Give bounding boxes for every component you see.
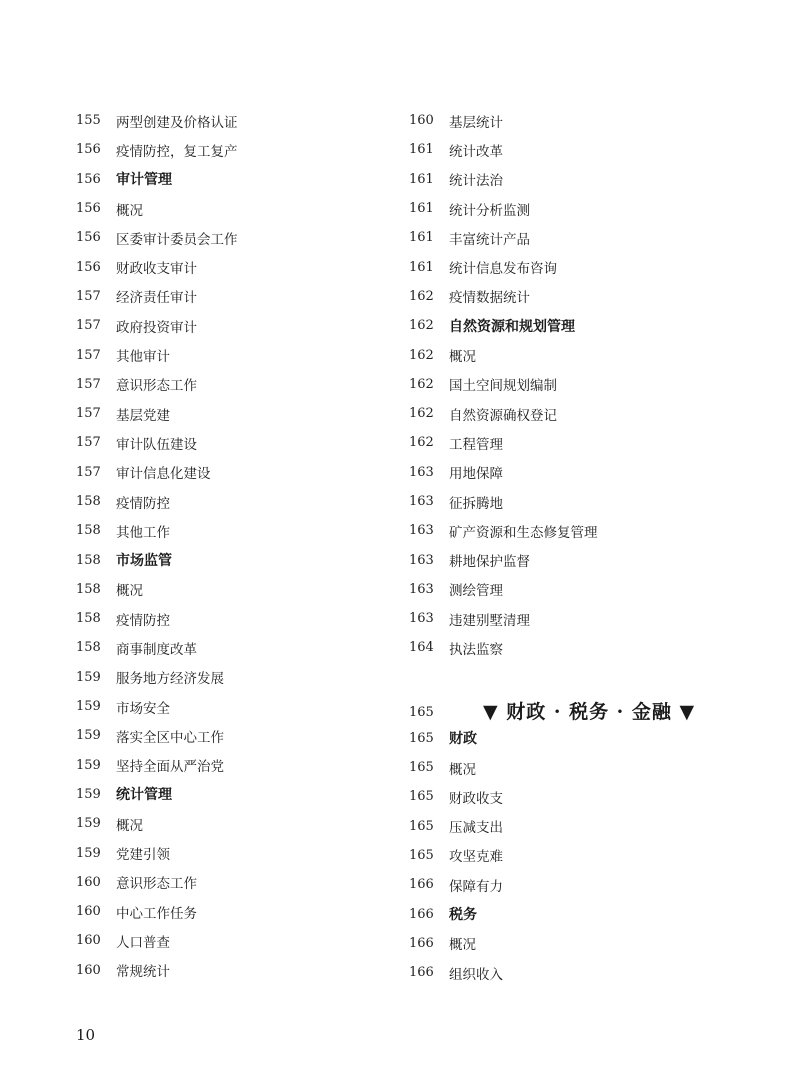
toc-entry-label: 区委审计委员会工作 [116,231,238,248]
toc-entry-label: 审计队伍建设 [116,436,197,453]
toc-entry-label: 疫情防控 [116,612,170,629]
toc-entry [76,252,416,281]
toc-page-number: 166 [409,877,434,893]
toc-page-number: 157 [76,376,101,392]
toc-entry [76,809,416,838]
toc-entry-label: 市场安全 [116,700,170,717]
toc-page-number: 163 [409,581,434,597]
toc-entry [409,545,749,574]
toc-entry-label: 财政 [449,731,477,748]
toc-entry-label: 压减支出 [449,820,503,837]
toc-entry-label: 商事制度改革 [116,641,197,658]
toc-entry [76,868,416,897]
toc-entry [76,516,416,545]
toc-entry [409,633,749,662]
toc-page-number: 166 [409,935,434,951]
toc-entry-label: 自然资源和规划管理 [449,318,575,335]
toc-entry [76,194,416,223]
toc-page-number: 161 [409,259,434,275]
toc-page-number: 160 [76,874,101,890]
toc-entry-label: 概况 [116,817,143,834]
toc-entry [76,604,416,633]
toc-page-number: 156 [76,201,101,217]
toc-entry-label: 疫情防控 [116,495,170,512]
toc-entry-label: 违建别墅清理 [449,612,530,629]
toc-entry [409,487,749,516]
toc-entry [409,604,749,633]
toc-entry-label: 保障有力 [449,878,503,895]
toc-page-number: 157 [76,464,101,480]
toc-page-number: 163 [409,552,434,568]
toc-page-number: 165 [409,818,434,834]
toc-entry [409,753,749,782]
toc-page-number: 160 [76,933,101,949]
toc-page-number: 158 [76,523,101,539]
toc-entry-label: 财政收支 [449,790,503,807]
toc-entry [76,458,416,487]
toc-page-number: 165 [409,847,434,863]
toc-entry [76,838,416,867]
toc-entry [76,399,416,428]
toc-page-number: 159 [76,669,101,685]
toc-page-number: 166 [409,906,434,922]
toc-entry [409,252,749,281]
toc-entry-label: 国土空间规划编制 [449,378,557,395]
toc-entry [409,135,749,164]
toc-page-number: 158 [76,552,101,568]
toc-entry-label: 统计改革 [449,143,503,160]
toc-entry-label: 坚持全面从严治党 [116,759,224,776]
toc-page-number: 162 [409,318,434,334]
toc-page-number: 159 [76,728,101,744]
toc-entry-label: 统计信息发布咨询 [449,261,557,278]
toc-entry-label: 意识形态工作 [116,876,197,893]
toc-entry-label: 基层统计 [449,114,503,131]
toc-entry [76,897,416,926]
toc-entry [409,223,749,252]
toc-page-number: 162 [409,376,434,392]
toc-entry-label: 经济责任审计 [116,290,197,307]
toc-page-number: 158 [76,640,101,656]
toc-page-number: 163 [409,611,434,627]
toc-page-number: 157 [76,406,101,422]
toc-entry [76,692,416,721]
toc-entry [76,311,416,340]
toc-page-number: 160 [76,962,101,978]
toc-entry-label: 统计管理 [116,787,172,804]
toc-entry [76,956,416,985]
toc-entry-label: 疫情数据统计 [449,290,530,307]
toc-page-number: 165 [409,730,434,746]
toc-entry-label: 征拆腾地 [449,495,503,512]
toc-page-number: 165 [409,789,434,805]
toc-entry [409,106,749,135]
toc-entry-label: 两型创建及价格认证 [116,114,238,131]
section-heading [409,692,749,724]
toc-entry-label: 党建引领 [116,847,170,864]
toc-entry-label: 基层党建 [116,407,170,424]
toc-section-entry [76,545,416,574]
toc-section-entry [76,165,416,194]
toc-page-number: 159 [76,699,101,715]
toc-entry [409,370,749,399]
toc-left-column [76,106,416,985]
toc-section-entry [409,899,749,928]
toc-page-number: 158 [76,494,101,509]
toc-page-number: 158 [76,581,101,597]
toc-entry [76,575,416,604]
toc-entry [409,958,749,987]
toc-page-number: 161 [409,142,434,158]
toc-entry-label: 概况 [116,202,143,219]
toc-page-number: 157 [76,347,101,363]
toc-entry-label: 落实全区中心工作 [116,729,224,746]
section-heading-page: 165 [409,704,434,720]
toc-entry-label: 统计法治 [449,173,503,190]
toc-right-column [409,106,749,987]
toc-page-number: 157 [76,435,101,451]
toc-entry [76,487,416,516]
toc-page-number: 157 [76,318,101,334]
toc-entry [409,870,749,899]
toc-entry [409,575,749,604]
toc-entry [409,782,749,811]
toc-entry-label: 政府投资审计 [116,319,197,336]
toc-page-number: 158 [76,611,101,627]
section-heading-title: ▼ 财政 · 税务 · 金融 ▼ [483,700,696,723]
toc-entry-label: 概况 [116,583,143,600]
toc-entry-label: 税务 [449,907,477,924]
toc-entry-label: 攻坚克难 [449,849,503,866]
toc-page-number: 156 [76,171,101,187]
toc-page-number: 159 [76,816,101,832]
toc-page-number: 155 [76,113,101,129]
toc-page-number: 163 [409,464,434,480]
toc-page-number: 162 [409,347,434,363]
toc-entry-label: 疫情防控，复工复产 [116,143,238,160]
toc-entry-label: 其他工作 [116,524,170,541]
toc-entry-label: 统计分析监测 [449,202,530,219]
toc-entry [409,516,749,545]
toc-entry-label: 其他审计 [116,349,170,366]
toc-section-entry [409,311,749,340]
toc-entry [409,399,749,428]
toc-entry [76,751,416,780]
toc-entry [76,428,416,457]
toc-page-number: 165 [409,760,434,776]
toc-entry [76,106,416,135]
toc-entry [409,282,749,311]
toc-page-number: 161 [409,230,434,246]
toc-page-number: 159 [76,845,101,861]
toc-section-entry [409,724,749,753]
toc-right-top-list [409,106,749,663]
toc-page-number: 159 [76,786,101,802]
toc-page-number: 156 [76,142,101,158]
toc-entry-label: 常规统计 [116,964,170,981]
toc-entry [76,282,416,311]
toc-entry-label: 中心工作任务 [116,905,197,922]
toc-entry-label: 概况 [449,349,476,366]
toc-entry [409,841,749,870]
toc-entry [76,370,416,399]
toc-entry-label: 财政收支审计 [116,261,197,278]
toc-entry-label: 审计管理 [116,172,172,189]
toc-entry-label: 组织收入 [449,966,503,983]
toc-entry [76,135,416,164]
toc-entry [409,428,749,457]
toc-entry-label: 自然资源确权登记 [449,407,557,424]
toc-entry-label: 市场监管 [116,553,172,570]
toc-entry [76,721,416,750]
toc-entry-label: 服务地方经济发展 [116,671,224,688]
toc-page-number: 163 [409,523,434,539]
toc-entry [76,926,416,955]
toc-page-number: 162 [409,288,434,304]
toc-entry [409,340,749,369]
toc-page-number: 162 [409,435,434,451]
toc-entry-label: 耕地保护监督 [449,554,530,571]
toc-entry [409,194,749,223]
toc-right-bottom-list [409,724,749,988]
toc-entry [409,165,749,194]
toc-entry [409,812,749,841]
toc-page-number: 162 [409,406,434,422]
toc-entry [76,663,416,692]
toc-entry-label: 概况 [449,937,476,954]
toc-entry [409,458,749,487]
toc-entry-label: 用地保障 [449,466,503,483]
toc-entry-label: 测绘管理 [449,583,503,600]
toc-page-number: 160 [409,113,434,129]
toc-entry [76,223,416,252]
toc-page-number: 166 [409,965,434,981]
toc-page-number: 159 [76,757,101,773]
toc-page-number: 157 [76,288,101,304]
toc-entry-label: 意识形态工作 [116,378,197,395]
toc-page-number: 161 [409,171,434,187]
toc-entry-label: 人口普查 [116,934,170,951]
toc-entry [76,340,416,369]
toc-entry [409,929,749,958]
toc-entry-label: 工程管理 [449,436,503,453]
toc-page-number: 161 [409,201,434,217]
toc-page-number: 156 [76,230,101,246]
toc-entry-label: 审计信息化建设 [116,466,211,483]
toc-section-entry [76,780,416,809]
toc-page-number: 160 [76,904,101,920]
page-number: 10 [76,1026,96,1044]
section-gap [409,663,749,692]
toc-entry [76,633,416,662]
toc-page-number: 156 [76,259,101,275]
toc-page-number: 164 [409,640,434,656]
toc-entry-label: 丰富统计产品 [449,231,530,248]
toc-entry-label: 矿产资源和生态修复管理 [449,524,598,541]
toc-entry-label: 概况 [449,761,476,778]
toc-entry-label: 执法监察 [449,641,503,658]
toc-page-number: 163 [409,494,434,509]
